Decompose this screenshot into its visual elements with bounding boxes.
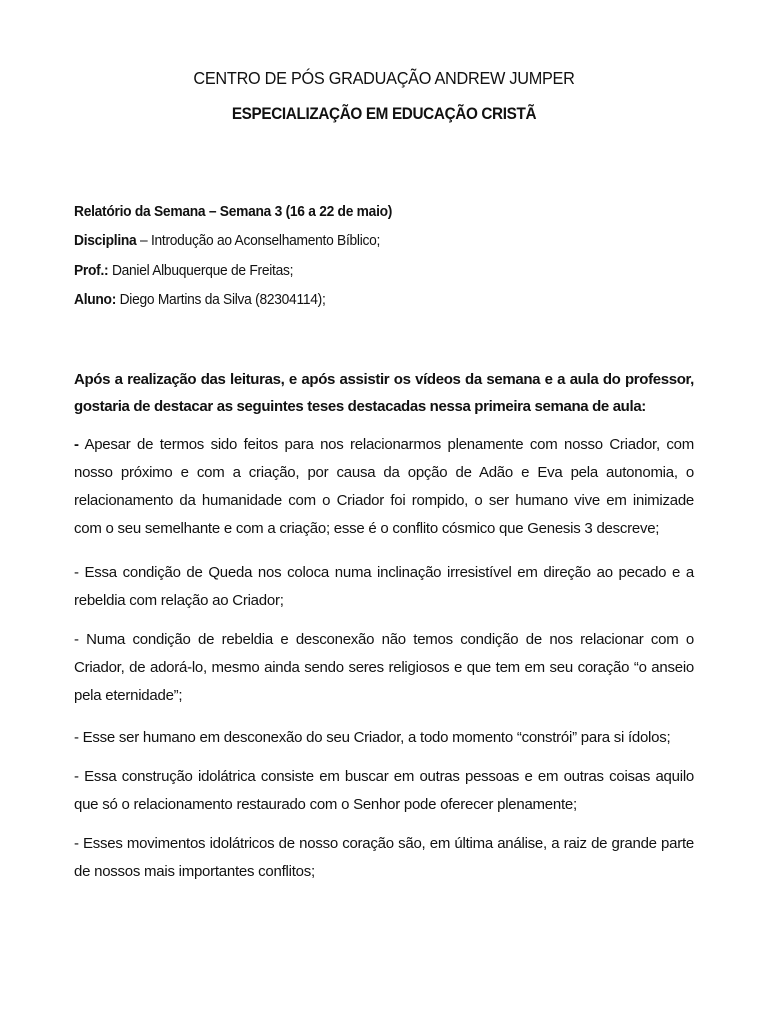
institution-heading: CENTRO DE PÓS GRADUAÇÃO ANDREW JUMPER bbox=[193, 68, 575, 88]
professor-line bbox=[74, 262, 293, 279]
discipline-line bbox=[74, 232, 380, 249]
thesis-1-text: Apesar de termos sido feitos para nos relacionarmos plenamente com nosso Criador, com nosso próximo e com a criação, por causa da opção de Adão e Eva pela autonomia, o relacionamento da humanidade com o Criador foi rompido, o ser humano vive em inimizade com o seu semelhante e com a criação; esse é o conflito cósmico que Genesis 3 descreve; bbox=[74, 436, 694, 537]
student-value: Diego Martins da Silva (82304114); bbox=[116, 291, 326, 308]
report-title-text: Relatório da Semana – Semana 3 (16 a 22 de maio) bbox=[74, 203, 393, 220]
student-line bbox=[74, 291, 326, 308]
thesis-paragraph-3: - Numa condição de rebeldia e desconexão não temos condição de nos relacionar com o Criador, de adorá-lo, mesmo ainda sendo seres religiosos e que tem em seu coração “o anseio pela eternidade”; bbox=[74, 631, 694, 704]
thesis-1-dash: - bbox=[74, 436, 79, 453]
thesis-paragraph-2: - Essa condição de Queda nos coloca numa inclinação irresistível em direção ao pecado e a rebeldia com relação ao Criador; bbox=[74, 564, 694, 609]
intro-paragraph: Após a realização das leituras, e após assistir os vídeos da semana e a aula do professor, gostaria de destacar as seguintes teses destacadas nessa primeira semana de aula: bbox=[74, 371, 694, 415]
course-heading: ESPECIALIZAÇÃO EM EDUCAÇÃO CRISTÃ bbox=[231, 104, 537, 123]
report-title bbox=[74, 203, 392, 220]
thesis-paragraph-4: - Esse ser humano em desconexão do seu Criador, a todo momento “constrói” para si ídolos; bbox=[74, 729, 671, 746]
student-label: Aluno: bbox=[74, 291, 117, 308]
thesis-paragraph-5: - Essa construção idolátrica consiste em buscar em outras pessoas e em outras coisas aquilo que só o relacionamento restaurado com o Senhor pode oferecer plenamente; bbox=[74, 768, 694, 813]
professor-value: Daniel Albuquerque de Freitas; bbox=[108, 262, 294, 279]
discipline-label: Disciplina bbox=[74, 232, 137, 249]
thesis-paragraph-1 bbox=[74, 431, 694, 543]
professor-label: Prof.: bbox=[74, 262, 109, 279]
discipline-value: – Introdução ao Aconselhamento Bíblico; bbox=[136, 232, 381, 249]
thesis-paragraph-6: - Esses movimentos idolátricos de nosso coração são, em última análise, a raiz de grande parte de nossos mais importantes conflitos; bbox=[74, 835, 694, 880]
